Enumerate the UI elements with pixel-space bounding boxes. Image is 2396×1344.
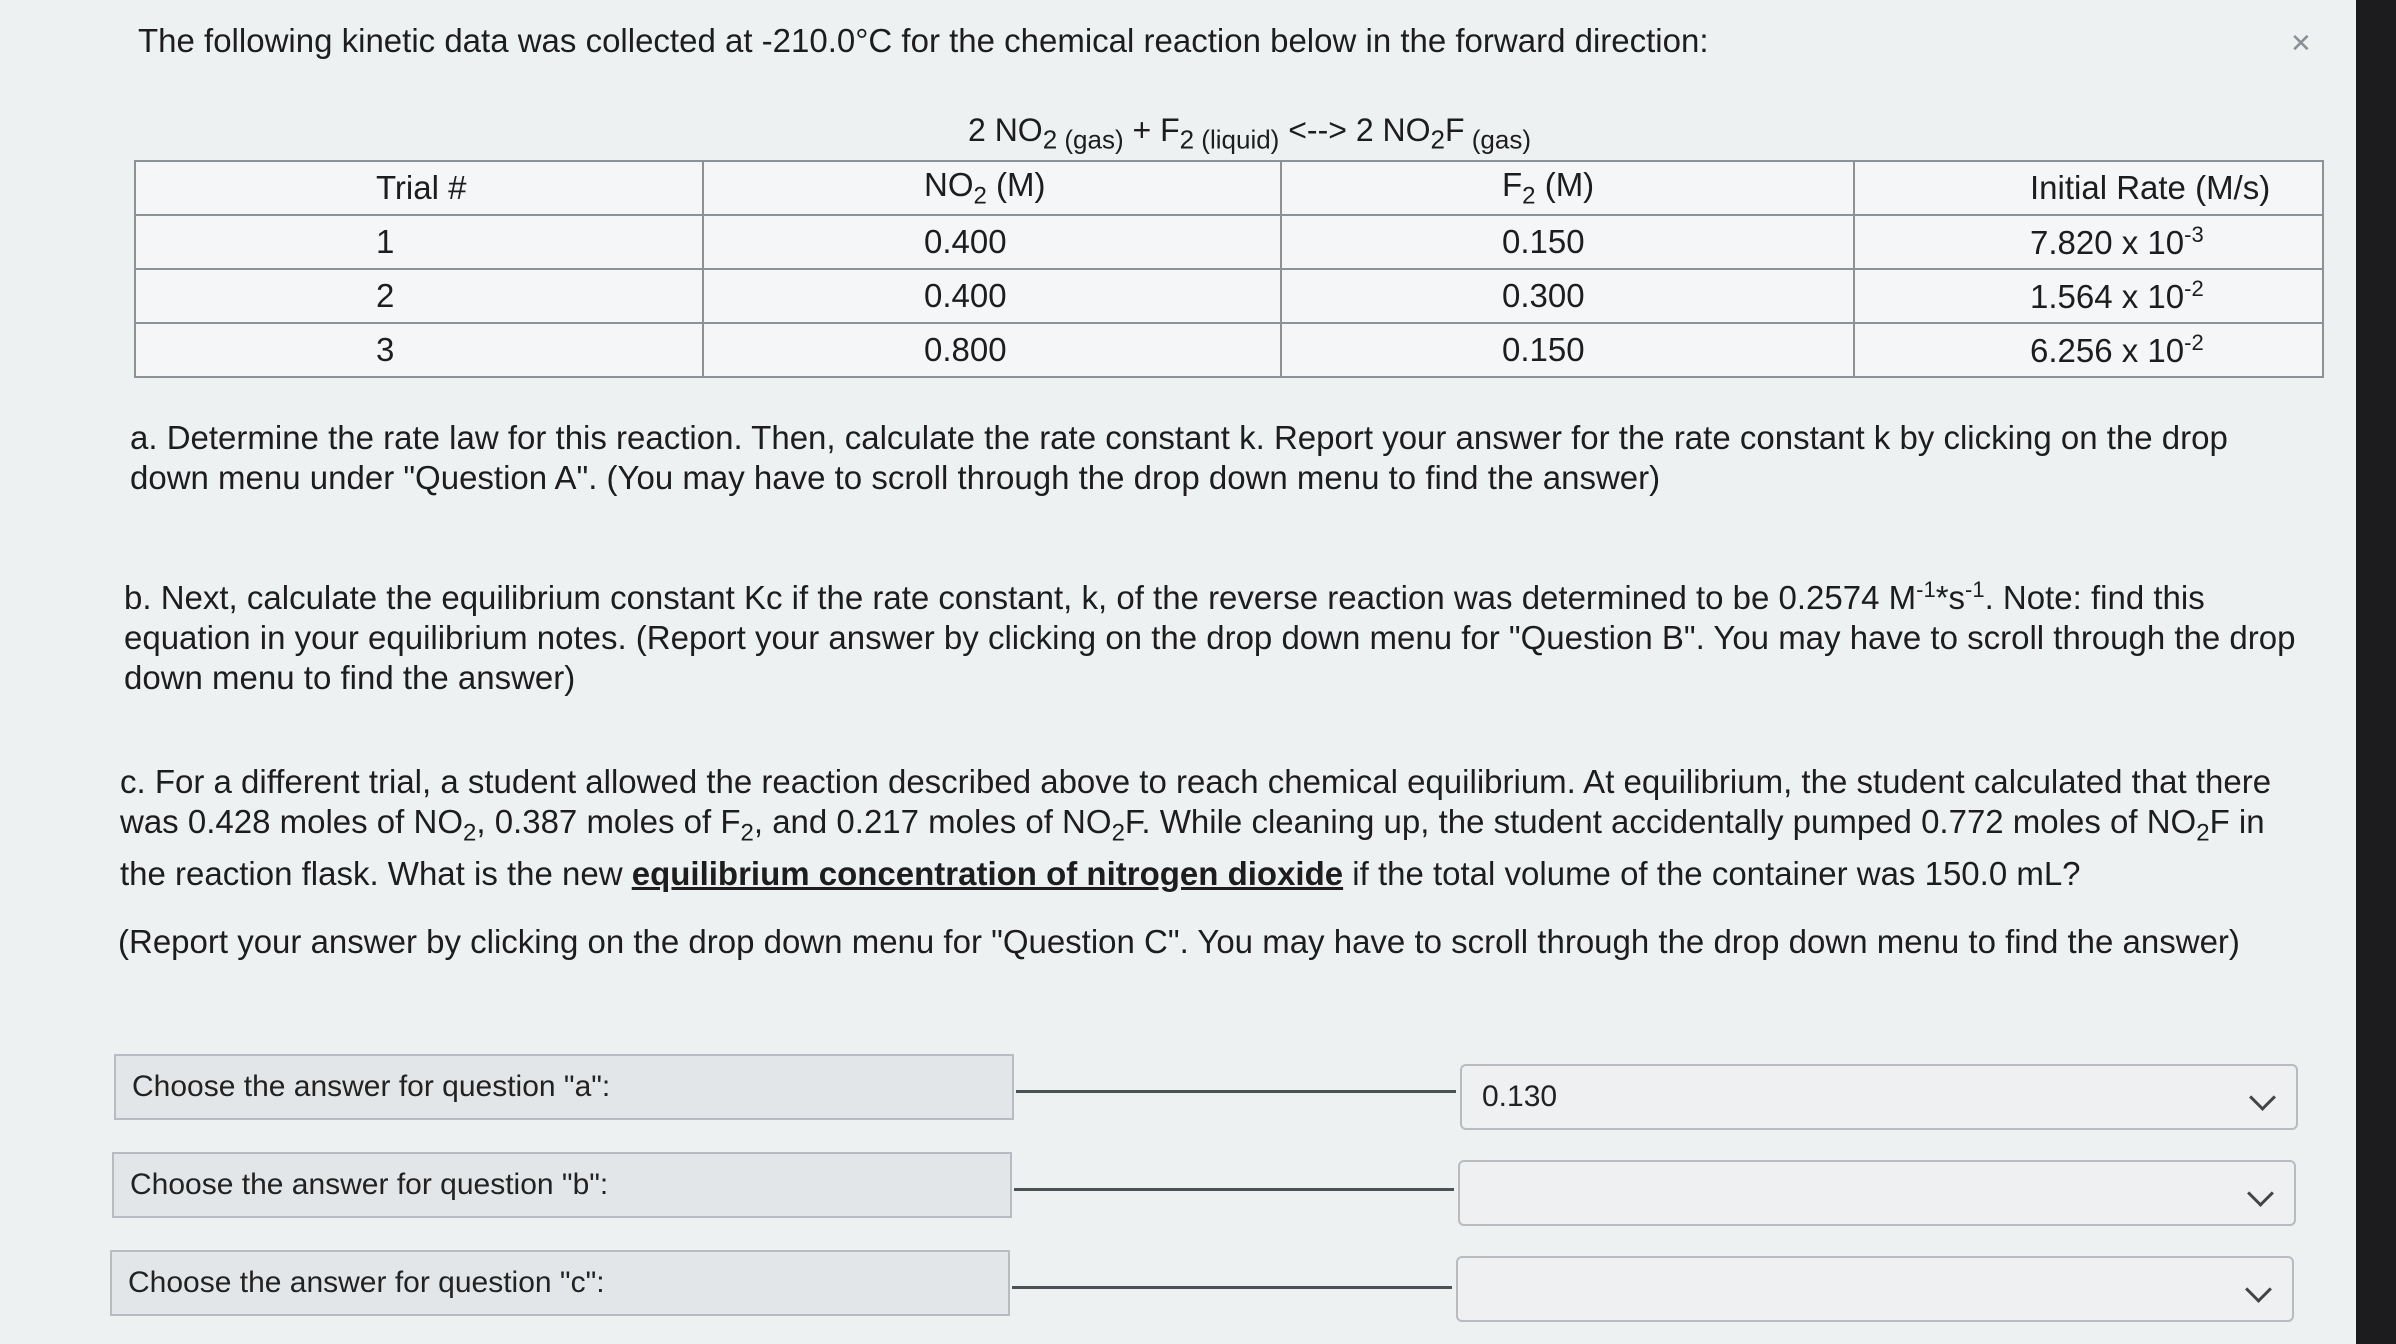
question-b-sup: -1	[1965, 577, 1985, 602]
header-unit: (M)	[1535, 165, 1595, 203]
question-b-part: . Note: find this equation in your equilibrium notes. (Report your answer by clicking on the drop down menu for "Question B". You may have to scroll through the drop down menu to find the answer)	[124, 579, 2296, 696]
question-b-sup: -1	[1916, 577, 1936, 602]
question-b-part: b. Next, calculate the equilibrium constant Kc if the rate constant, k, of the reverse reaction was determined to be 0.2574 M	[124, 579, 1917, 616]
table-row	[135, 323, 2323, 377]
question-b-text	[124, 570, 2304, 698]
answer-a-label: Choose the answer for question "a":	[114, 1054, 1014, 1120]
table-row	[135, 215, 2323, 269]
question-c-part: F in the reaction flask. What is the new	[120, 803, 2265, 892]
answer-c-dropdown[interactable]	[1456, 1256, 2294, 1322]
chevron-down-icon	[2247, 1180, 2274, 1207]
rate-mantissa: 1.564 x 10	[2030, 278, 2185, 315]
cell-no2: 0.400	[703, 215, 1281, 269]
equation-sub: (gas)	[1464, 124, 1531, 155]
cell-rate	[1854, 269, 2323, 323]
question-a-text: a. Determine the rate law for this reaction. Then, calculate the rate constant k. Report your answer for the rate constant k by clicking on the drop down menu under "Question A". (You may have to scroll through the drop down menu to find the answer)	[130, 419, 2228, 496]
header-rate: Initial Rate (M/s)	[1854, 161, 2323, 215]
rate-exponent: -2	[2184, 330, 2204, 355]
answer-b-dropdown[interactable]	[1458, 1160, 2296, 1226]
answer-a-dropdown[interactable]	[1460, 1064, 2298, 1130]
answer-c-label: Choose the answer for question "c":	[110, 1250, 1010, 1316]
equation-part: <--> 2 NO	[1279, 112, 1431, 148]
cell-no2: 0.800	[703, 323, 1281, 377]
answer-a-connector	[1016, 1090, 1456, 1093]
rate-exponent: -2	[2184, 276, 2204, 301]
header-trial: Trial #	[135, 161, 703, 215]
question-c-sub: 2	[463, 819, 477, 847]
cell-f2: 0.150	[1281, 215, 1854, 269]
equation-sub: 2 (gas)	[1042, 124, 1124, 155]
chevron-down-icon	[2245, 1276, 2272, 1303]
question-c-part: F. While cleaning up, the student accidentally pumped 0.772 moles of NO	[1124, 803, 2197, 840]
header-sub: 2	[973, 182, 987, 210]
screen-edge	[2356, 0, 2396, 1344]
table-header-row	[135, 161, 2323, 215]
question-c-note: (Report your answer by clicking on the drop down menu for "Question C". You may have to scroll through the drop down menu to find the answer)	[118, 923, 2240, 960]
answer-a-selected: 0.130	[1482, 1080, 1558, 1113]
cell-trial: 2	[135, 269, 703, 323]
rate-mantissa: 7.820 x 10	[2030, 224, 2185, 261]
reaction-equation	[968, 112, 1531, 155]
rate-mantissa: 6.256 x 10	[2030, 332, 2185, 369]
equation-part: + F	[1123, 112, 1180, 148]
cell-f2: 0.300	[1281, 269, 1854, 323]
kinetics-table	[134, 160, 2324, 378]
equation-sub: 2	[1430, 124, 1445, 155]
header-text: F	[1502, 165, 1523, 203]
question-b-part: *s	[1935, 579, 1966, 616]
answer-b-label: Choose the answer for question "b":	[112, 1152, 1012, 1218]
close-icon[interactable]: ✕	[2290, 28, 2312, 58]
cell-trial: 3	[135, 323, 703, 377]
cell-f2: 0.150	[1281, 323, 1854, 377]
equation-sub: 2 (liquid)	[1179, 124, 1280, 155]
cell-rate	[1854, 323, 2323, 377]
question-c-part: if the total volume of the container was 150.0 mL?	[1343, 854, 2081, 892]
question-c-part: , and 0.217 moles of NO	[753, 803, 1112, 840]
question-c-sub: 2	[1111, 819, 1125, 847]
cell-trial: 1	[135, 215, 703, 269]
equation-part: F	[1444, 112, 1465, 148]
header-sub: 2	[1522, 182, 1536, 210]
header-text: NO	[924, 165, 974, 203]
question-c-part: c. For a different trial, a student allowed the reaction described above to reach chemical equilibrium. At equilibrium, the student calculated that there was 0.428 moles of NO	[120, 763, 2272, 840]
header-no2	[703, 161, 1281, 215]
question-c-emphasis: equilibrium concentration of nitrogen dioxide	[631, 854, 1344, 892]
table-row	[135, 269, 2323, 323]
cell-no2: 0.400	[703, 269, 1281, 323]
intro-text: The following kinetic data was collected at -210.0°C for the chemical reaction below in the forward direction:	[138, 22, 1709, 59]
cell-rate	[1854, 215, 2323, 269]
rate-exponent: -3	[2184, 222, 2204, 247]
question-c-sub: 2	[2196, 819, 2210, 847]
question-c-text	[120, 762, 2310, 894]
equation-part: 2 NO	[968, 112, 1043, 148]
answer-c-connector	[1012, 1286, 1452, 1289]
question-c-sub: 2	[740, 819, 754, 847]
header-unit: (M)	[986, 165, 1046, 203]
question-c-part: , 0.387 moles of F	[476, 803, 741, 840]
header-f2	[1281, 161, 1854, 215]
chevron-down-icon	[2249, 1084, 2276, 1111]
answer-b-connector	[1014, 1188, 1454, 1191]
